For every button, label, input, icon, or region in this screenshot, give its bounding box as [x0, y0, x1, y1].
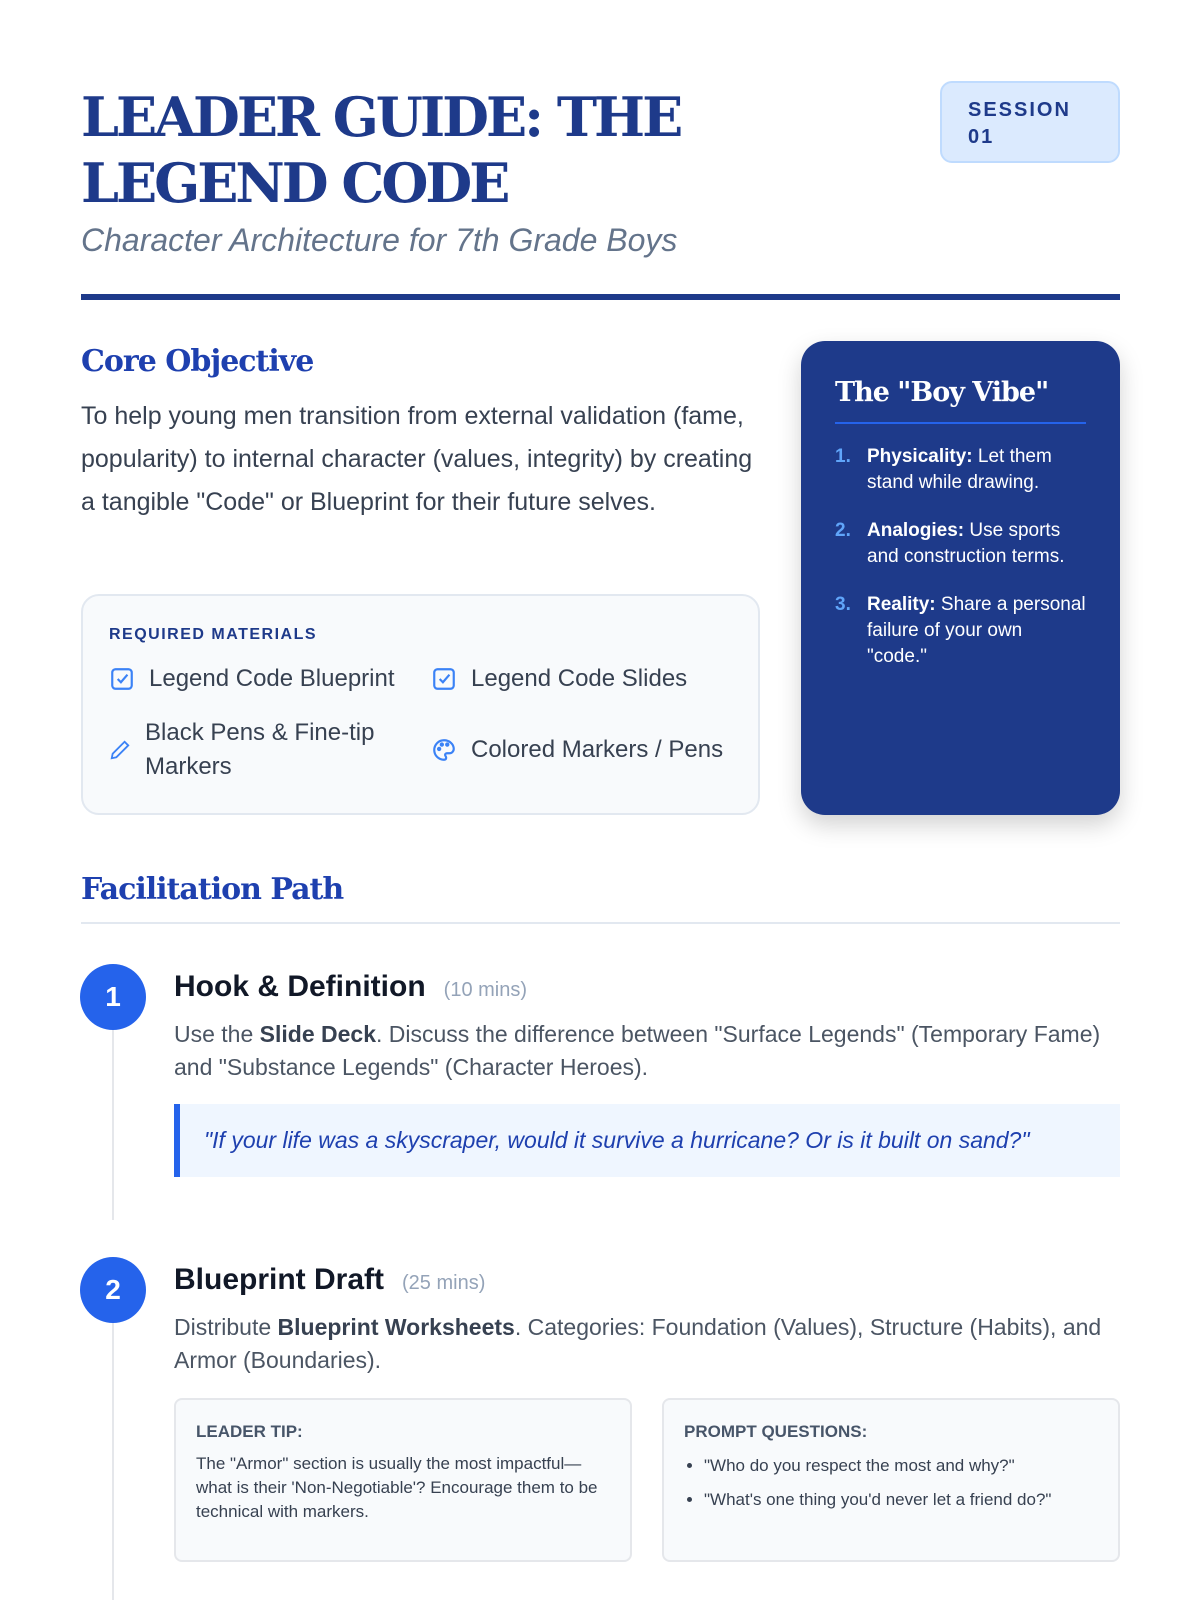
vibe-item: 1. Physicality: Let them stand while drawing.: [835, 446, 1052, 493]
core-objective-text: To help young men transition from external validation (fame, popularity) to internal character (values, integrity) by creating a tangible "Code" or Blueprint for their future selves.: [81, 402, 753, 516]
facilitation-path-heading: Facilitation Path: [81, 872, 344, 907]
vibe-item: 3. Reality: Share a personal failure of your own "code.": [835, 594, 1086, 667]
step-number-badge: 1: [80, 964, 146, 1030]
step-description: Use the Slide Deck. Discuss the difference between "Surface Legends" (Temporary Fame) and "Substance Legends" (Character Heroes).: [174, 1021, 1101, 1080]
boy-vibe-title: The "Boy Vibe": [835, 377, 1086, 424]
leader-tip-box: LEADER TIP: The "Armor" section is usually the most impactful—what is their 'Non-Negotiable'? Encourage them to be technical with markers.: [174, 1398, 632, 1562]
step-duration: (10 mins): [443, 979, 528, 1001]
prompt-question: • "Who do you respect the most and why?": [704, 1452, 1098, 1480]
step-duration: (25 mins): [402, 1272, 486, 1294]
boy-vibe-card: [801, 341, 1120, 815]
material-item: Black Pens & Fine-tip Markers: [109, 716, 431, 784]
session-badge: SESSION 01: [940, 81, 1120, 163]
vibe-item: 2. Analogies: Use sports and construction terms.: [835, 520, 1065, 567]
step-title: Blueprint Draft (25 mins): [174, 1263, 486, 1296]
step-title: Hook & Definition (10 mins): [174, 970, 528, 1003]
material-item: Legend Code Slides: [431, 662, 741, 696]
pencil-icon: [109, 739, 131, 761]
section-divider: [81, 922, 1120, 924]
step-number-badge: 2: [80, 1257, 146, 1323]
core-objective-heading: Core Objective: [81, 344, 314, 379]
timeline-line: [112, 1323, 114, 1600]
palette-icon: [431, 737, 457, 763]
material-item: Colored Markers / Pens: [431, 716, 741, 784]
prompt-question: • "What's one thing you'd never let a friend do?": [704, 1486, 1098, 1514]
header-divider: [81, 294, 1120, 300]
page-subtitle: Character Architecture for 7th Grade Boys: [81, 222, 678, 258]
step-quote: "If your life was a skyscraper, would it survive a hurricane? Or is it built on sand?": [174, 1104, 1120, 1177]
checkbox-icon: [109, 666, 135, 692]
timeline-line: [112, 1030, 114, 1220]
prompt-questions-box: PROMPT QUESTIONS: • "Who do you respect the most and why?" • "What's one thing you'd never let a friend do?": [662, 1398, 1120, 1562]
materials-box: [81, 594, 760, 815]
checkbox-icon: [431, 666, 457, 692]
material-item: Legend Code Blueprint: [109, 662, 431, 696]
page-title: LEADER GUIDE: THE LEGEND CODE: [81, 85, 681, 215]
step-description: Distribute Blueprint Worksheets. Categories: Foundation (Values), Structure (Habits), and Armor (Boundaries).: [174, 1314, 1102, 1373]
materials-label: REQUIRED MATERIALS: [109, 626, 318, 643]
